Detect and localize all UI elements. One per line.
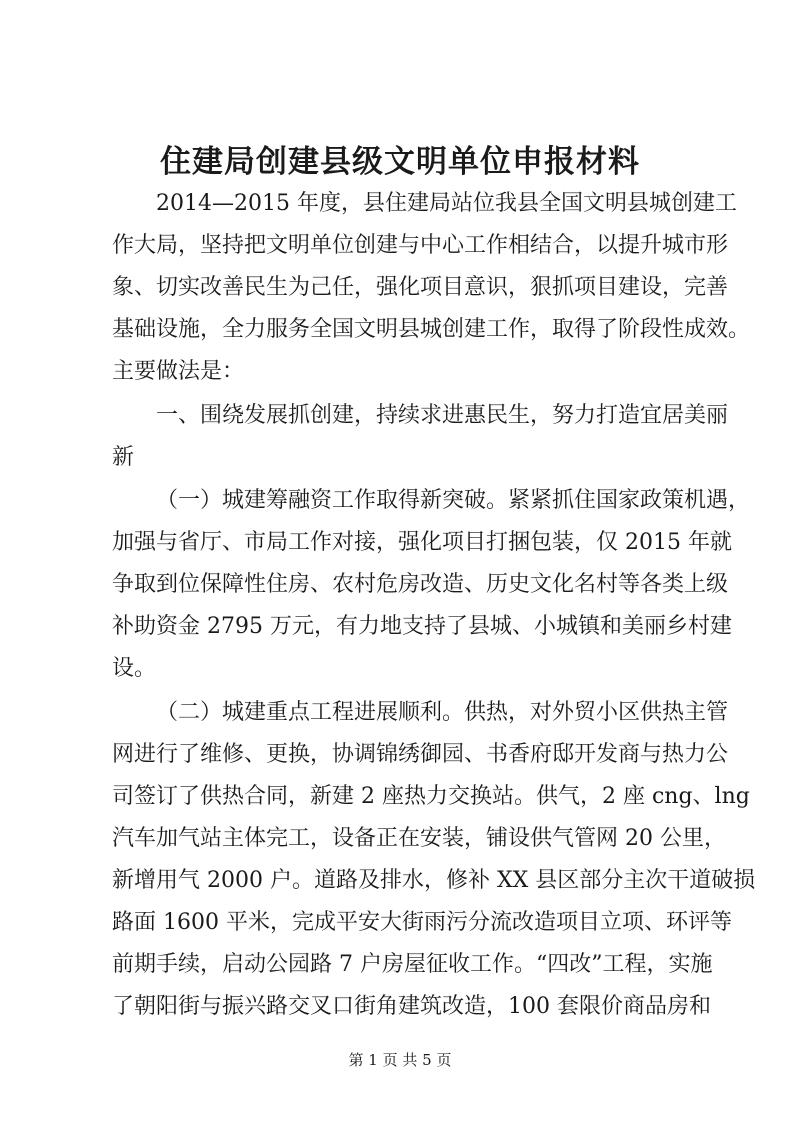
paragraph-line: 路面 1600 平米，完成平安大街雨污分流改造项目立项、环评等 bbox=[112, 910, 732, 935]
paragraph-line: 基础设施，全力服务全国文明县城创建工作，取得了阶段性成效。 bbox=[112, 317, 751, 342]
section-heading-line: 新 bbox=[112, 445, 135, 470]
paragraph-line: （一）城建筹融资工作取得新突破。紧紧抓住国家政策机遇， bbox=[156, 488, 751, 513]
document-title: 住建局创建县级文明单位申报材料 bbox=[160, 144, 640, 180]
paragraph-line: 争取到位保障性住房、农村危房改造、历史文化名村等各类上级 bbox=[112, 572, 729, 597]
paragraph-line: 作大局，坚持把文明单位创建与中心工作相结合，以提升城市形 bbox=[112, 233, 729, 258]
paragraph-line: （二）城建重点工程进展顺利。供热，对外贸小区供热主管 bbox=[156, 700, 729, 725]
paragraph-line: 汽车加气站主体完工，设备正在安装，铺设供气管网 20 公里， bbox=[112, 826, 726, 851]
paragraph-line: 司签订了供热合同，新建 2 座热力交换站。供气，2 座 cng、lng bbox=[112, 784, 750, 809]
page-footer: 第 1 页 共 5 页 bbox=[348, 1051, 452, 1069]
paragraph-line: 象、切实改善民生为己任，强化项目意识，狠抓项目建设，完善 bbox=[112, 275, 729, 300]
paragraph-line: 新增用气 2000 户。道路及排水，修补 XX 县区部分主次干道破损 bbox=[112, 868, 756, 893]
paragraph-line: 前期手续，启动公园路 7 户房屋征收工作。“四改”工程，实施 bbox=[112, 952, 713, 977]
paragraph-line: 2014—2015 年度，县住建局站位我县全国文明县城创建工 bbox=[156, 191, 737, 216]
paragraph-line: 了朝阳街与振兴路交叉口街角建筑改造，100 套限价商品房和 bbox=[112, 994, 711, 1019]
paragraph-line: 加强与省厅、市局工作对接，强化项目打捆包装，仅 2015 年就 bbox=[112, 530, 732, 555]
paragraph-line: 网进行了维修、更换，协调锦绣御园、书香府邸开发商与热力公 bbox=[112, 742, 729, 767]
paragraph-line: 补助资金 2795 万元，有力地支持了县城、小城镇和美丽乡村建 bbox=[112, 614, 732, 639]
paragraph-line: 设。 bbox=[112, 656, 157, 681]
section-heading-line: 一、围绕发展抓创建，持续求进惠民生，努力打造宜居美丽 bbox=[156, 403, 729, 428]
paragraph-line: 主要做法是： bbox=[112, 359, 245, 384]
